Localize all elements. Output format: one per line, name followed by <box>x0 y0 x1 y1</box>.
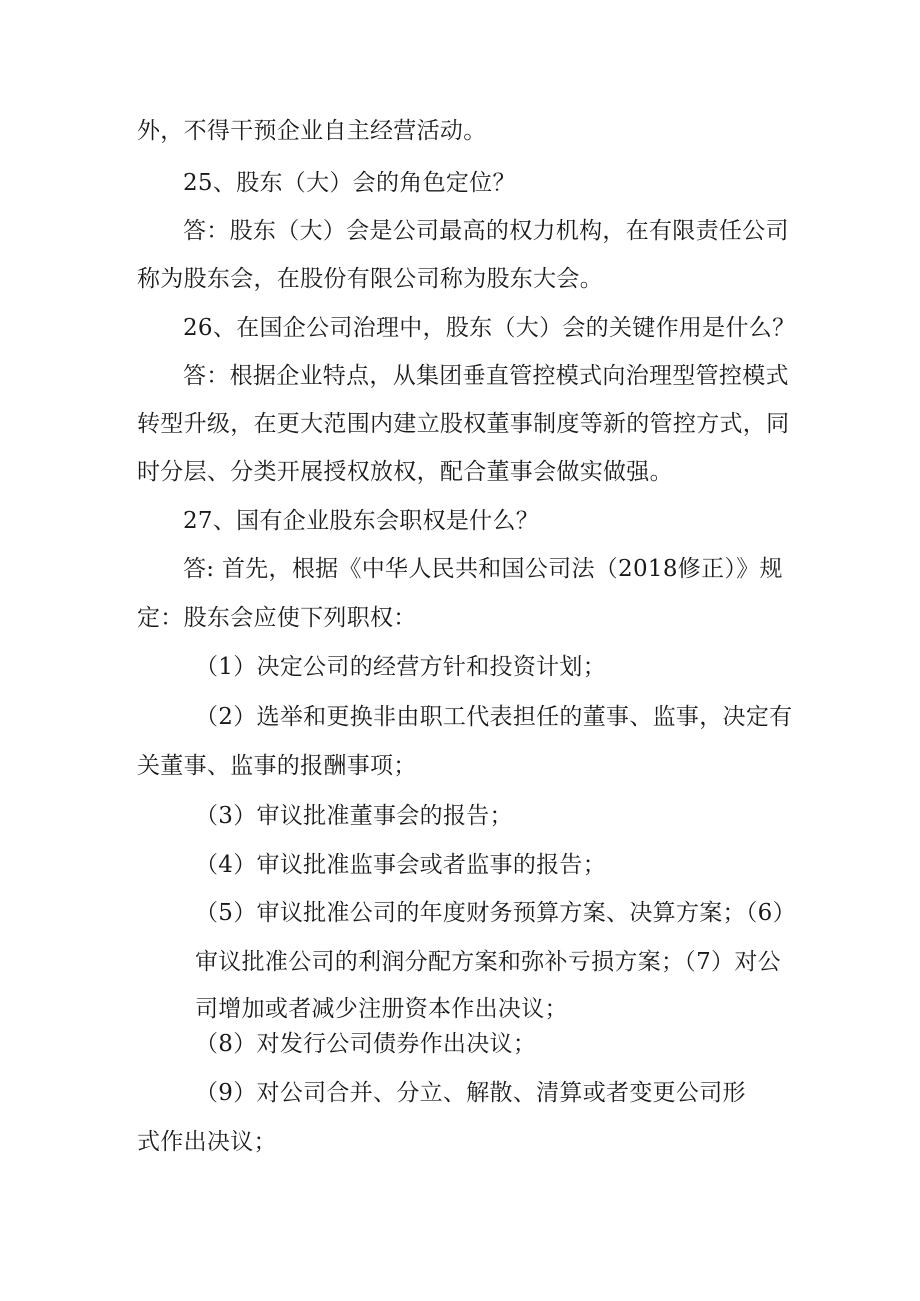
text-line: 司增加或者减少注册资本作出决议； <box>195 996 568 1022</box>
text-line: 审议批准公司的利润分配方案和弥补亏损方案；（7）对公 <box>195 949 781 975</box>
list-item: （8）对发行公司债券作出决议； <box>195 1031 537 1057</box>
question-heading: 27、国有企业股东会职权是什么？ <box>183 508 540 534</box>
text-line: 称为股东会，在股份有限公司称为股东大会。 <box>137 266 603 292</box>
list-item: （3）审议批准董事会的报告； <box>195 803 513 829</box>
list-item: （1）决定公司的经营方针和投资计划； <box>195 654 607 680</box>
answer-line: 答：股东（大）会是公司最高的权力机构，在有限责任公司 <box>183 218 789 244</box>
text-line: 时分层、分类开展授权放权，配合董事会做实做强。 <box>137 459 673 485</box>
list-item: （9）对公司合并、分立、解散、清算或者变更公司形 <box>195 1080 746 1106</box>
text-line: 关董事、监事的报酬事项； <box>137 753 417 779</box>
answer-line: 答：根据企业特点，从集团垂直管控模式向治理型管控模式 <box>183 363 789 389</box>
question-heading: 25、股东（大）会的角色定位？ <box>183 170 516 196</box>
text-line: 外，不得干预企业自主经营活动。 <box>137 118 487 144</box>
list-item: （2）选举和更换非由职工代表担任的董事、监事，决定有 <box>195 704 793 730</box>
text-line: 式作出决议； <box>137 1129 277 1155</box>
text-line: 定：股东会应使下列职权： <box>137 605 417 631</box>
list-item: （5）审议批准公司的年度财务预算方案、决算方案；（6） <box>195 900 796 926</box>
text-line: 转型升级，在更大范围内建立股权董事制度等新的管控方式，同 <box>137 411 790 437</box>
list-item: （4）审议批准监事会或者监事的报告； <box>195 852 607 878</box>
question-heading: 26、在国企公司治理中，股东（大）会的关键作用是什么？ <box>183 315 796 341</box>
answer-line: 答: 首先，根据《中华人民共和国公司法（2018修正）》规 <box>183 556 783 582</box>
